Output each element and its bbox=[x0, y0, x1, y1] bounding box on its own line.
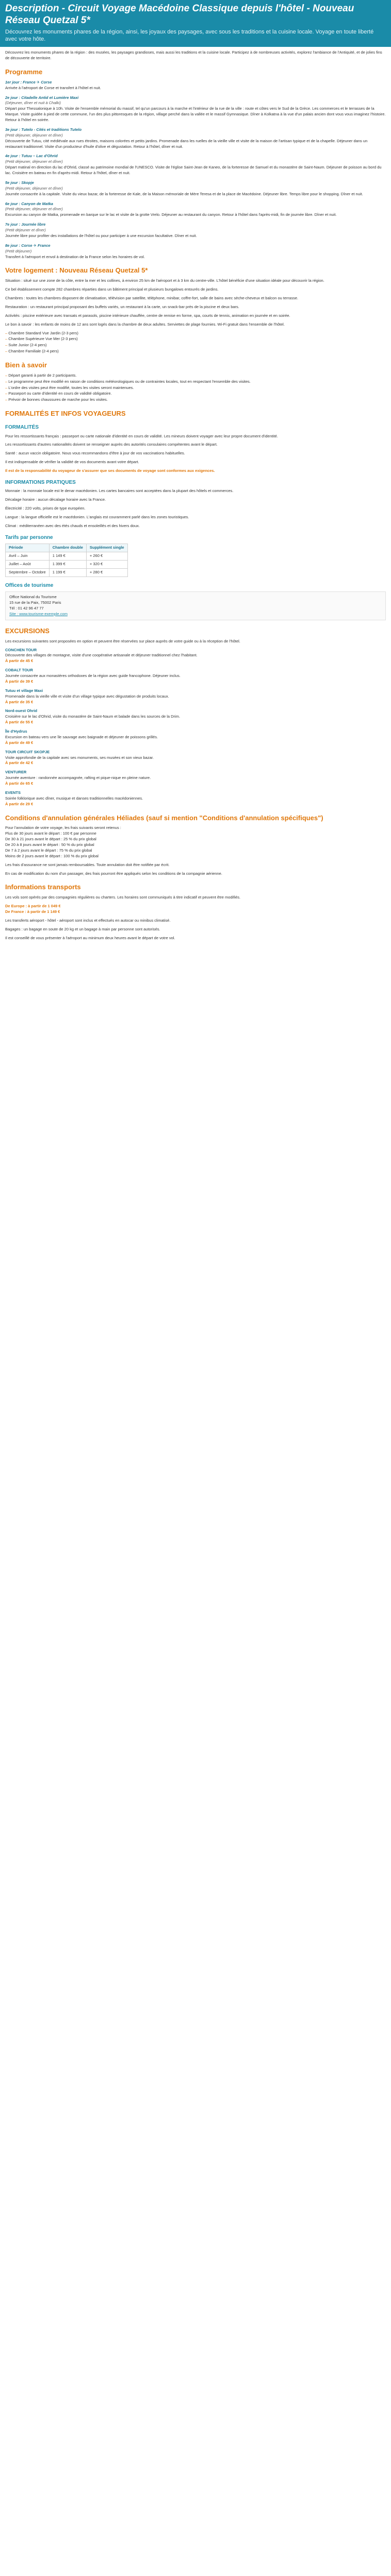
conditions-line: Plus de 30 jours avant le départ : 100 € par personne bbox=[5, 831, 96, 836]
excursion-item bbox=[5, 708, 386, 725]
hotel-paragraph: Situation : situé sur une zone de la côte, entre la mer et les collines, à environ 25 km de l'aéroport et à 3 km du centre-ville. L'hôtel bénéficie d'une situation idéale pour découvrir la région. bbox=[5, 278, 324, 283]
day-meal: (Déjeuner, dîner et nuit à Chalki) bbox=[5, 100, 61, 106]
excursion-item bbox=[5, 688, 386, 705]
room-type-item: – Chambre Familiale (2-4 pers) bbox=[5, 349, 386, 354]
conditions-paragraph: En cas de modification du nom d'un passager, des frais pourront être appliqués selon les conditions de la compagnie aérienne. bbox=[5, 871, 222, 876]
excursions-heading: EXCURSIONS bbox=[5, 626, 50, 635]
transport-tarifs bbox=[5, 904, 386, 915]
day-text: Départ pour Thessalonique à 10h. Visite de l'ensemble mémorial du massif, tel qu'un parcours à la marche et l'intérieur de la rue de la ville : route et côtes vers le Sud de la Grèce. Les commerces et le terrasses de la Marque. Visite guidée à pied de cette commune, l'un des plus pittoresques de la région, village perché dans la vallée et le massif Gymnasique. Dîner à Kolkatna à la vue d'un palais ancien dont vous vous imaginez l'histoire. Retour à l'hôtel en soirée. bbox=[5, 106, 386, 123]
excursion-title: CONCHEN TOUR bbox=[5, 647, 37, 652]
bien-savoir-item: – L'ordre des visites peut être modifié, toutes les visites seront maintenues. bbox=[5, 385, 386, 391]
excursion-price: À partir de 35 € bbox=[5, 699, 34, 704]
table-row bbox=[6, 561, 128, 569]
day-item bbox=[5, 222, 386, 239]
excursion-text: Soirée folklorique avec dîner, musique et danses traditionnelles macédoniennes. bbox=[5, 795, 143, 801]
transport-paragraph: Il est conseillé de vous présenter à l'aéroport au minimum deux heures avant le départ de votre vol. bbox=[5, 935, 175, 940]
excursion-title: COBALT TOUR bbox=[5, 668, 33, 673]
day-title: 6e jour : Canyon de Matka bbox=[5, 201, 53, 206]
transport-paragraph: Les transferts aéroport - hôtel - aéroport sont inclus et effectués en autocar ou minibus climatisé. bbox=[5, 918, 171, 923]
excursion-text: Journée consacrée aux monastères orthodoxes de la région avec guide francophone. Déjeuner inclus. bbox=[5, 673, 181, 679]
table-cell: + 260 € bbox=[86, 552, 127, 561]
formalites-heading: FORMALITÉS ET INFOS VOYAGEURS bbox=[5, 410, 126, 418]
excursions-intro: Les excursions suivantes sont proposées en option et peuvent être réservées sur place auprès de votre guide ou à la réception de l'hôtel. bbox=[5, 638, 240, 643]
day-title: 3e jour : Tutelo - Cités et traditions Tutelo bbox=[5, 127, 82, 132]
hotel-paragraph: Restauration : un restaurant principal proposant des buffets variés, un restaurant à la carte, un snack-bar près de la piscine et deux bars. bbox=[5, 304, 239, 309]
excursion-price: À partir de 65 € bbox=[5, 781, 34, 786]
excursion-title: VENTURER bbox=[5, 770, 27, 775]
excursion-title: Nord-ouest Ohrid bbox=[5, 708, 38, 714]
office-website-link[interactable]: Site : www.tourisme-exemple.com bbox=[9, 611, 68, 616]
transport-tarif: De Europe : à partir de 1 049 € bbox=[5, 904, 61, 909]
table-cell: Septembre – Octobre bbox=[6, 568, 50, 577]
office-heading: Offices de tourisme bbox=[5, 582, 54, 588]
day-item bbox=[5, 154, 386, 176]
table-cell: 1 199 € bbox=[49, 568, 86, 577]
office-line: Office National du Tourisme bbox=[9, 595, 57, 600]
page-title: Description - Circuit Voyage Macédoine Classique depuis l'hôtel - Nouveau Réseau Quetzal 5* bbox=[5, 3, 354, 26]
office-line: 15 rue de la Paix, 75002 Paris bbox=[9, 600, 61, 605]
day-text: Journée consacrée à la capitale. Visite du vieux bazar, de la forteresse de Kale, de la Maison mémoriale de Mère Teresa et de la place de Macédoine. Déjeuner libre. Temps libre pour le shopping. Dîner et nuit. bbox=[5, 191, 363, 196]
day-text: Départ matinal en direction du lac d'Ohrid, classé au patrimoine mondial de l'UNESCO. Visite de l'église Saint-Jean de Kaneo, de la forteresse de Samuel et du monastère de Saint-Naum. Déjeuner de poisson au bord du lac. Croisière en bateau en fin d'après-midi. Retour à l'hôtel, dîner et nuit. bbox=[5, 165, 382, 176]
excursion-text: Excursion en bateau vers une île sauvage avec baignade et déjeuner de poissons grillés. bbox=[5, 734, 158, 739]
excursion-item bbox=[5, 750, 386, 767]
transport-paragraph: Les vols sont opérés par des compagnies régulières ou charters. Les horaires sont communiqués à titre indicatif et peuvent être modifiés. bbox=[5, 895, 241, 900]
day-title: 8e jour : Corse ✈ France bbox=[5, 243, 51, 248]
table-header: Chambre double bbox=[49, 544, 86, 552]
conditions-line: De 20 à 8 jours avant le départ : 50 % du prix global bbox=[5, 842, 94, 847]
excursion-price: À partir de 39 € bbox=[5, 679, 34, 684]
infos-pratiques-paragraph: Électricité : 220 volts, prises de type européen. bbox=[5, 506, 86, 511]
office-box bbox=[5, 591, 386, 620]
day-text: Journée libre pour profiter des installations de l'hôtel ou pour participer à une excursion facultative. Dîner et nuit. bbox=[5, 233, 197, 238]
day-item bbox=[5, 201, 386, 218]
hotel-paragraph: Activités : piscine extérieure avec transats et parasols, piscine intérieure chauffée, centre de remise en forme, spa, courts de tennis, animation en journée et en soirée. bbox=[5, 313, 290, 318]
office-line: Tél : 01 42 96 47 77 bbox=[9, 606, 44, 611]
day-item bbox=[5, 95, 386, 123]
hotel-paragraph: Le bon à savoir : les enfants de moins de 12 ans sont logés dans la chambre de deux adultes. Serviettes de plage fournies. Wi-Fi gratuit dans l'ensemble de l'hôtel. bbox=[5, 321, 285, 327]
page-subtitle: Découvrez les monuments phares de la région, ainsi, les joyaux des paysages, avec sous les traditions et la cuisine locale. Voyage en toute liberté avec votre hôte. bbox=[5, 28, 374, 42]
excursion-item bbox=[5, 770, 386, 787]
conditions-line: De 30 à 21 jours avant le départ : 25 % du prix global bbox=[5, 837, 96, 842]
table-header-row bbox=[6, 544, 128, 552]
tarif-caption: Tarifs par personne bbox=[5, 534, 53, 540]
excursion-item bbox=[5, 729, 386, 746]
banner bbox=[0, 0, 391, 47]
table-cell: 1 149 € bbox=[49, 552, 86, 561]
intro-text: Découvrez les monuments phares de la région : des musées, les paysages grandioses, mais aussi les traditions et la cuisine locale. Participez à de nombreuses activités, explorez l'ambiance de l'Antiquité, et de jolies fins de découverte de territoire. bbox=[5, 50, 382, 61]
day-meal: (Petit déjeuner, déjeuner et dîner) bbox=[5, 207, 63, 212]
infos-pratiques-paragraph: Climat : méditerranéen avec des étés chauds et ensoleillés et des hivers doux. bbox=[5, 523, 140, 528]
excursion-title: Tutuu et village Maxi bbox=[5, 688, 43, 693]
infos-pratiques-paragraph: Décalage horaire : aucun décalage horaire avec la France. bbox=[5, 497, 106, 502]
formalites-paragraph: Pour les ressortissants français : passeport ou carte nationale d'identité en cours de validité. Les mineurs doivent voyager avec leur propre document d'identité. bbox=[5, 433, 278, 438]
excursion-text: Promenade dans la vieille ville et visite d'un village typique avec dégustation de produits locaux. bbox=[5, 693, 169, 699]
infos-pratiques-heading: INFORMATIONS PRATIQUES bbox=[5, 479, 76, 485]
excursion-item bbox=[5, 648, 386, 665]
table-header: Période bbox=[6, 544, 50, 552]
transport-tarif: De France : à partir de 1 149 € bbox=[5, 909, 60, 914]
conditions-lines bbox=[5, 825, 386, 859]
excursion-price: À partir de 49 € bbox=[5, 740, 34, 745]
bien-savoir-item: – Le programme peut être modifié en raison de conditions météorologiques ou de contraintes locales, tout en respectant l'ensemble des visites. bbox=[5, 379, 386, 385]
day-text: Arrivée à l'aéroport de Corse et transfert à l'hôtel et nuit. bbox=[5, 85, 101, 90]
excursion-text: Visite approfondie de la capitale avec ses monuments, ses musées et son vieux bazar. bbox=[5, 755, 154, 760]
conditions-line: De 7 à 2 jours avant le départ : 75 % du prix global bbox=[5, 848, 92, 853]
day-item bbox=[5, 243, 386, 260]
excursion-item bbox=[5, 790, 386, 807]
day-title: 1er jour : France ✈ Corse bbox=[5, 79, 52, 84]
day-title: 2e jour : Citadelle Antid et Lumière Maxi bbox=[5, 95, 79, 100]
transport-paragraph: Bagages : un bagage en soute de 20 kg et un bagage à main par personne sont autorisés. bbox=[5, 926, 160, 931]
conditions-heading: Conditions d'annulation générales Héliades (sauf si mention "Conditions d'annulation spécifiques") bbox=[5, 814, 323, 822]
excursion-title: TOUR CIRCUIT SKOPJE bbox=[5, 749, 50, 754]
room-type-item: – Chambre Supérieure Vue Mer (2-3 pers) bbox=[5, 336, 386, 342]
table-header: Supplément single bbox=[86, 544, 127, 552]
table-row bbox=[6, 552, 128, 561]
excursion-text: Journée aventure : randonnée accompagnée, rafting et pique-nique en pleine nature. bbox=[5, 775, 151, 781]
programme-heading: Programme bbox=[5, 67, 43, 76]
day-title: 5e jour : Skopje bbox=[5, 180, 34, 185]
conditions-line: Pour l'annulation de votre voyage, les frais suivants seront retenus : bbox=[5, 825, 121, 831]
hotel-paragraph: Chambres : toutes les chambres disposent de climatisation, télévision par satellite, téléphone, minibar, coffre-fort, salle de bains avec sèche-cheveux et balcon ou terrasse. bbox=[5, 296, 299, 300]
formalites-paragraph: Les ressortissants d'autres nationalités doivent se renseigner auprès des autorités consulaires compétentes avant le départ. bbox=[5, 442, 218, 447]
bien-savoir-item: – Passeport ou carte d'identité en cours de validité obligatoire. bbox=[5, 391, 386, 397]
day-meal: (Petit déjeuner et dîner) bbox=[5, 228, 46, 233]
bien-savoir-item: – Prévoir de bonnes chaussures de marche pour les visites. bbox=[5, 397, 386, 403]
day-item bbox=[5, 80, 386, 91]
price-table bbox=[5, 544, 128, 577]
bien-savoir-list bbox=[5, 373, 386, 403]
day-item bbox=[5, 127, 386, 150]
bien-savoir-item: – Départ garanti à partir de 2 participants. bbox=[5, 373, 386, 379]
room-type-list bbox=[5, 331, 386, 355]
excursion-price: À partir de 55 € bbox=[5, 720, 34, 725]
excursion-price: À partir de 42 € bbox=[5, 760, 34, 766]
bien-savoir-heading: Bien à savoir bbox=[5, 361, 47, 369]
table-cell: + 320 € bbox=[86, 561, 127, 569]
table-cell: Avril – Juin bbox=[6, 552, 50, 561]
day-meal: (Petit déjeuner, déjeuner et dîner) bbox=[5, 159, 63, 164]
hotel-heading: Votre logement : Nouveau Réseau Quetzal 5* bbox=[5, 266, 148, 275]
formalites-paragraph: Il est indispensable de vérifier la validité de vos documents avant votre départ. bbox=[5, 460, 139, 465]
conditions-paragraph: Les frais d'assurance ne sont jamais remboursables. Toute annulation doit être notifiée par écrit. bbox=[5, 862, 170, 867]
infos-pratiques-paragraph: Langue : la langue officielle est le macédonien. L'anglais est couramment parlé dans les zones touristiques. bbox=[5, 515, 189, 520]
table-cell: 1 399 € bbox=[49, 561, 86, 569]
page bbox=[0, 0, 391, 954]
formalites-subheading: FORMALITÉS bbox=[5, 425, 39, 431]
day-title: 4e jour : Tutuu – Lac d'Ohrid bbox=[5, 154, 58, 159]
day-meal: (Petit déjeuner) bbox=[5, 248, 32, 253]
excursion-text: Découverte des villages de montagne, visite d'une coopérative artisanale et déjeuner traditionnel chez l'habitant. bbox=[5, 653, 198, 658]
day-title: 7e jour : Journée libre bbox=[5, 222, 46, 227]
table-row bbox=[6, 568, 128, 577]
table-cell: + 280 € bbox=[86, 568, 127, 577]
excursion-item bbox=[5, 668, 386, 685]
formalites-paragraph: Santé : aucun vaccin obligatoire. Nous vous recommandons d'être à jour de vos vaccinations habituelles. bbox=[5, 451, 185, 456]
excursion-price: À partir de 45 € bbox=[5, 658, 34, 664]
infos-pratiques-paragraph: Monnaie : la monnaie locale est le denar macédonien. Les cartes bancaires sont acceptées dans la plupart des hôtels et commerces. bbox=[5, 488, 234, 494]
programme-days bbox=[5, 80, 386, 260]
day-meal: (Petit déjeuner, déjeuner et dîner) bbox=[5, 185, 63, 191]
room-type-item: – Chambre Standard Vue Jardin (2-3 pers) bbox=[5, 331, 386, 336]
content bbox=[0, 47, 391, 941]
table-cell: Juillet – Août bbox=[6, 561, 50, 569]
day-item bbox=[5, 180, 386, 197]
conditions-line: Moins de 2 jours avant le départ : 100 % du prix global bbox=[5, 853, 99, 858]
day-meal: (Petit déjeuner, déjeuner et dîner) bbox=[5, 132, 63, 138]
day-text: Découverte de Tutuu, cité médiévale aux rues étroites, maisons colorées et petits jardins. Promenade dans les ruelles de la vieille ville et visite de la maison de l'artisan typique et de la chapelle. Déjeuner dans un restaurant traditionnel. Visite d'un producteur d'huile d'olive et dégustation. Retour à l'hôtel, dîner et nuit. bbox=[5, 138, 368, 149]
excursion-price: À partir de 29 € bbox=[5, 801, 34, 806]
excursion-title: EVENTS bbox=[5, 790, 21, 795]
formalites-important: Il est de la responsabilité du voyageur de s'assurer que ses documents de voyage sont conformes aux exigences. bbox=[5, 468, 215, 473]
room-type-item: – Suite Junior (2-4 pers) bbox=[5, 343, 386, 348]
excursion-title: Île d'Hydrus bbox=[5, 729, 27, 734]
excursion-text: Croisière sur le lac d'Ohrid, visite du monastère de Saint-Naum et balade dans les sources de la Drim. bbox=[5, 714, 181, 719]
transport-heading: Informations transports bbox=[5, 883, 81, 891]
day-text: Excursion au canyon de Matka, promenade en barque sur le lac et visite de la grotte Vrelo. Déjeuner au restaurant du canyon. Retour à l'hôtel dans l'après-midi, fin de journée libre. Dîner et nuit. bbox=[5, 212, 337, 217]
hotel-paragraph: Ce bel établissement compte 282 chambres réparties dans un bâtiment principal et plusieurs bungalows entourés de jardins. bbox=[5, 287, 219, 292]
day-text: Transfert à l'aéroport et envol à destination de la France selon les horaires de vol. bbox=[5, 254, 145, 259]
